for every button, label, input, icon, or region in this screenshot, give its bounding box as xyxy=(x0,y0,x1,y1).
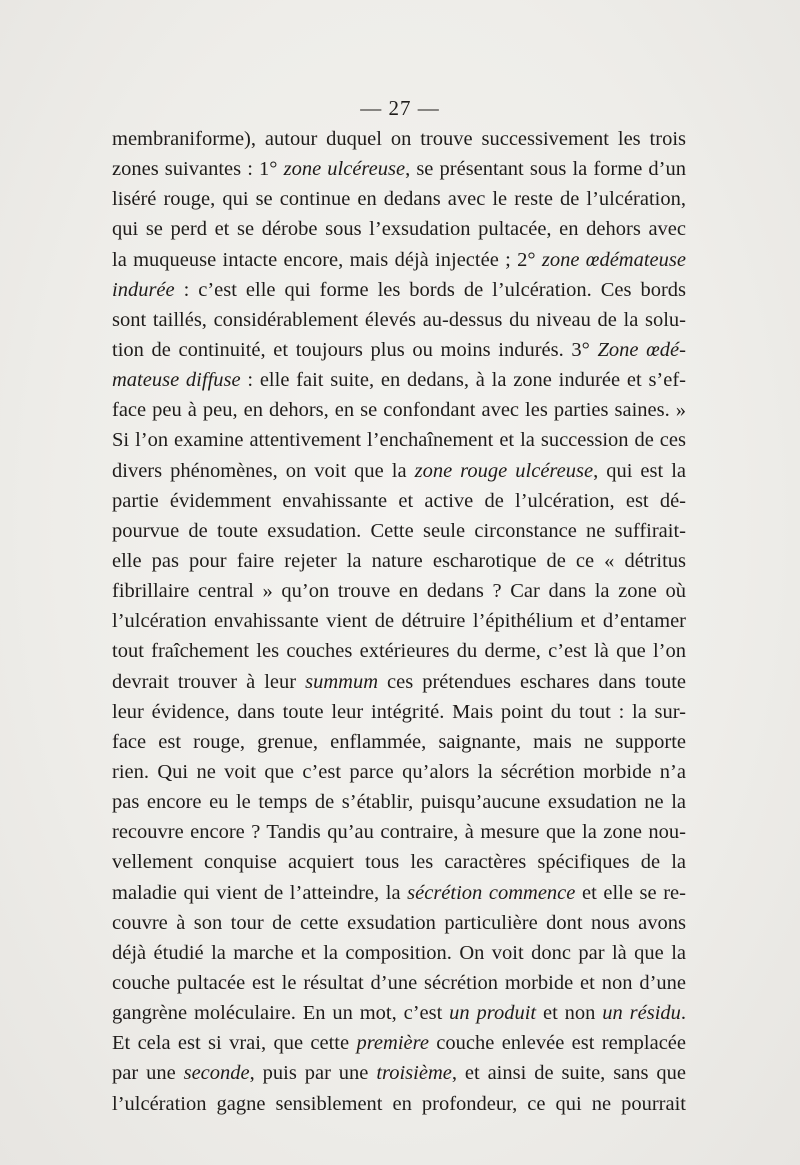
text-line xyxy=(112,124,686,154)
text-segment: sont taillés, considérablement élevés au-dessus du niveau de la solu- xyxy=(112,308,686,331)
text-segment: seconde xyxy=(183,1062,250,1085)
text-line xyxy=(112,486,686,516)
text-segment: liséré rouge, qui se continue en dedans avec le reste de l’ulcération, xyxy=(112,188,686,211)
text-line xyxy=(112,667,686,697)
text-line xyxy=(112,516,686,546)
text-segment: couche pultacée est le résultat d’une sécrétion morbide et non d’une xyxy=(112,971,686,994)
text-segment: elle pas pour faire rejeter la nature escharotique de ce « détritus xyxy=(112,549,686,572)
text-segment: summum xyxy=(305,670,379,693)
body-text xyxy=(112,124,686,1119)
text-segment: rien. Qui ne voit que c’est parce qu’alors la sécrétion morbide n’a xyxy=(112,760,686,783)
text-segment: et non xyxy=(536,1002,603,1025)
text-line xyxy=(112,305,686,335)
text-segment: mateuse diffuse xyxy=(112,369,241,392)
text-segment: pourvue de toute exsudation. Cette seule circonstance ne suffirait- xyxy=(112,519,686,542)
page-number: — 27 — xyxy=(360,96,440,120)
text-segment: zone œdémateuse xyxy=(541,248,686,271)
text-segment: membraniforme), autour duquel on trouve successivement les trois xyxy=(112,128,686,150)
text-segment: première xyxy=(356,1032,429,1055)
text-line xyxy=(112,245,686,275)
text-segment: , et ainsi de suite, sans que xyxy=(451,1062,686,1085)
text-line xyxy=(112,817,686,847)
text-segment: la muqueuse intacte encore, mais déjà injectée ; 2° xyxy=(112,248,542,271)
text-segment: indurée xyxy=(112,278,175,301)
text-line xyxy=(112,456,686,486)
text-line xyxy=(112,184,686,214)
text-segment: couvre à son tour de cette exsudation particulière dont nous avons xyxy=(112,911,686,934)
text-segment: Et cela est si vrai, que cette xyxy=(112,1032,357,1055)
text-segment: un résidu xyxy=(602,1002,681,1025)
text-line xyxy=(112,697,686,727)
text-segment: , puis par une xyxy=(249,1062,377,1085)
text-line xyxy=(112,636,686,666)
text-segment: l’ulcération gagne sensiblement en profondeur, ce qui ne pourrait xyxy=(112,1092,686,1115)
text-line xyxy=(112,847,686,877)
text-line xyxy=(112,214,686,244)
text-segment: par une xyxy=(112,1062,184,1085)
text-segment: leur évidence, dans toute leur intégrité. Mais point du tout : la sur- xyxy=(112,700,686,723)
text-line xyxy=(112,878,686,908)
text-segment: l’ulcération envahissante vient de détruire l’épithélium et d’entamer xyxy=(112,610,686,633)
text-segment: couche enlevée est remplacée xyxy=(428,1032,686,1055)
text-line xyxy=(112,425,686,455)
text-segment: : c’est elle qui forme les bords de l’ulcération. Ces bords xyxy=(174,278,686,301)
text-line xyxy=(112,335,686,365)
text-segment: sécrétion commence xyxy=(407,881,576,904)
text-line xyxy=(112,365,686,395)
text-line xyxy=(112,1089,686,1119)
text-segment: qui se perd et se dérobe sous l’exsudation pultacée, en dehors avec xyxy=(112,218,686,241)
text-segment: , se présentant sous la forme d’un xyxy=(405,158,686,181)
text-line xyxy=(112,908,686,938)
text-segment: , qui est la xyxy=(593,459,686,482)
text-line xyxy=(112,606,686,636)
text-segment: zone ulcéreuse xyxy=(283,158,406,181)
text-segment: vellement conquise acquiert tous les caractères spécifiques de la xyxy=(112,851,686,874)
text-segment: tion de continuité, et toujours plus ou moins indurés. 3° xyxy=(112,338,598,361)
text-line xyxy=(112,998,686,1028)
text-line xyxy=(112,1058,686,1088)
text-segment: Si l’on examine attentivement l’enchaînement et la succession de ces xyxy=(112,429,686,452)
text-segment: un produit xyxy=(449,1002,537,1025)
text-segment: pas encore eu le temps de s’établir, puisqu’aucune exsudation ne la xyxy=(112,791,686,814)
text-segment: tout fraîchement les couches extérieures du derme, c’est là que l’on xyxy=(112,640,686,663)
text-segment: face peu à peu, en dehors, en se confondant avec les parties saines. » xyxy=(112,399,686,422)
text-line xyxy=(112,275,686,305)
text-line xyxy=(112,546,686,576)
text-segment: gangrène moléculaire. En un mot, c’est xyxy=(112,1002,450,1025)
text-line xyxy=(112,968,686,998)
text-segment: devrait trouver à leur xyxy=(112,670,306,693)
text-line xyxy=(112,727,686,757)
text-line xyxy=(112,938,686,968)
text-line xyxy=(112,787,686,817)
text-segment: recouvre encore ? Tandis qu’au contraire, à mesure que la zone nou- xyxy=(112,821,686,844)
text-segment: face est rouge, grenue, enflammée, saignante, mais ne supporte xyxy=(112,730,686,753)
text-line xyxy=(112,576,686,606)
text-segment: déjà étudié la marche et la composition. On voit donc par là que la xyxy=(112,941,686,964)
text-line xyxy=(112,395,686,425)
text-segment: partie évidemment envahissante et active de l’ulcération, est dé- xyxy=(112,489,686,512)
text-segment: fibrillaire central » qu’on trouve en dedans ? Car dans la zone où xyxy=(112,580,686,603)
text-segment: troisième xyxy=(376,1062,452,1085)
text-segment: zones suivantes : 1° xyxy=(112,158,284,181)
text-line xyxy=(112,1028,686,1058)
text-segment: et elle se re- xyxy=(575,881,686,904)
text-line xyxy=(112,154,686,184)
text-line xyxy=(112,757,686,787)
text-segment: ces prétendues eschares dans toute xyxy=(378,670,686,693)
text-segment: . xyxy=(680,1002,686,1025)
text-segment: divers phénomènes, on voit que la xyxy=(112,459,415,482)
text-segment: zone rouge ulcéreuse xyxy=(414,459,594,482)
text-segment: maladie qui vient de l’atteindre, la xyxy=(112,881,408,904)
text-segment: : elle fait suite, en dedans, à la zone indurée et s’ef- xyxy=(240,369,686,392)
text-segment: Zone œdé- xyxy=(597,338,686,361)
